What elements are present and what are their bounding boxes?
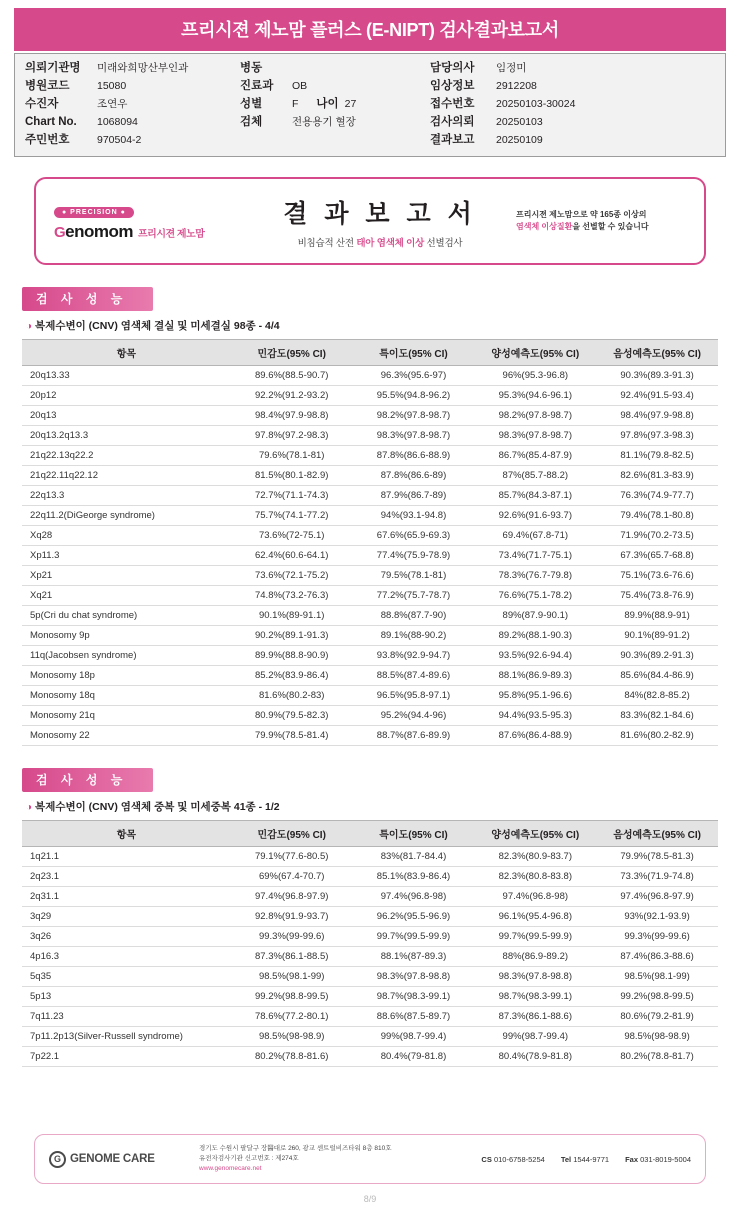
cell-value: 87.4%(86.3-88.6)	[596, 947, 718, 967]
cell-value: 96.5%(95.8-97.1)	[353, 686, 475, 706]
cell-value: 74.8%(73.2-76.3)	[231, 586, 353, 606]
cell-value: 98.2%(97.8-98.7)	[474, 406, 596, 426]
cell-value: 95.2%(94.4-96)	[353, 706, 475, 726]
cell-value: 99.7%(99.5-99.9)	[353, 927, 475, 947]
cell-value: 98.7%(98.3-99.1)	[474, 987, 596, 1007]
column-header: 특이도(95% CI)	[353, 340, 475, 366]
cell-value: 73.3%(71.9-74.8)	[596, 867, 718, 887]
cell-value: 99.3%(99-99.6)	[596, 927, 718, 947]
cell-item: 5p13	[22, 987, 231, 1007]
cell-item: Monosomy 9p	[22, 626, 231, 646]
table-row	[22, 426, 718, 446]
cell-value: 90.1%(89-91.2)	[596, 626, 718, 646]
cell-value: 88%(86.9-89.2)	[474, 947, 596, 967]
patient-info-col-1	[25, 61, 240, 148]
cell-value: 82.3%(80.8-83.8)	[474, 867, 596, 887]
cell-item: Xq21	[22, 586, 231, 606]
cell-value: 90.1%(89-91.1)	[231, 606, 353, 626]
brand-subtitle: 프리시젼 제노맘	[138, 228, 205, 240]
cell-value: 95.8%(95.1-96.6)	[474, 686, 596, 706]
footer-contact-tel-value: 1544-9771	[573, 1154, 610, 1164]
patient-info-box	[14, 53, 726, 157]
cell-value: 84%(82.8-85.2)	[596, 686, 718, 706]
footer-contacts	[481, 1155, 691, 1164]
field-value: 2912208	[496, 80, 537, 92]
section-heading: 검 사 성 능	[22, 768, 153, 792]
cell-value: 94.4%(93.5-95.3)	[474, 706, 596, 726]
field-label: 성별	[240, 98, 263, 110]
field-value: 20250103-30024	[496, 98, 576, 110]
report-note-text-2: 을 선별할 수 있습니다	[572, 222, 649, 231]
table-row	[22, 1027, 718, 1047]
cell-value: 79.6%(78.1-81)	[231, 446, 353, 466]
report-note-line-2	[516, 221, 686, 233]
field-label: 검체	[240, 116, 263, 128]
report-page	[0, 8, 740, 1216]
cell-item: 3q29	[22, 907, 231, 927]
report-subtitle-post: 선별검사	[424, 237, 463, 249]
info-row	[430, 97, 700, 112]
cell-value: 98.5%(98.1-99)	[231, 967, 353, 987]
cell-value: 95.5%(94.8-96.2)	[353, 386, 475, 406]
report-subtitle-highlight: 태아 염색체 이상	[356, 237, 425, 249]
footer-contact-fax-value: 031-8019-5004	[640, 1154, 691, 1164]
cell-value: 96%(95.3-96.8)	[474, 366, 596, 386]
footer-contact-tel	[561, 1155, 609, 1164]
cell-item: 21q22.13q22.2	[22, 446, 231, 466]
section-subtitle	[26, 318, 718, 333]
table-row	[22, 546, 718, 566]
table-row	[22, 1047, 718, 1067]
section-cnv-duplication	[22, 768, 718, 1067]
table-row	[22, 566, 718, 586]
cell-value: 97.4%(96.8-98)	[474, 887, 596, 907]
cell-value: 67.3%(65.7-68.8)	[596, 546, 718, 566]
table-row	[22, 446, 718, 466]
logo-mark-icon: G	[49, 1151, 66, 1168]
table-row	[22, 686, 718, 706]
cell-item: 5q35	[22, 967, 231, 987]
cell-value: 62.4%(60.6-64.1)	[231, 546, 353, 566]
field-value: 20250109	[496, 134, 543, 146]
table-row	[22, 726, 718, 746]
cell-value: 97.8%(97.3-98.3)	[596, 426, 718, 446]
cell-value: 75.4%(73.8-76.9)	[596, 586, 718, 606]
cell-value: 99.3%(99-99.6)	[231, 927, 353, 947]
field-label: 진료과	[240, 80, 274, 92]
cell-value: 96.1%(95.4-96.8)	[474, 907, 596, 927]
cell-value: 78.3%(76.7-79.8)	[474, 566, 596, 586]
cell-item: 22q13.3	[22, 486, 231, 506]
cell-value: 90.3%(89.3-91.3)	[596, 366, 718, 386]
report-header-card	[34, 177, 706, 265]
cell-value: 97.4%(96.8-97.9)	[596, 887, 718, 907]
cell-value: 89.9%(88.9-91)	[596, 606, 718, 626]
cell-value: 98.7%(98.3-99.1)	[353, 987, 475, 1007]
footer-url[interactable]: www.genomecare.net	[199, 1164, 262, 1172]
cell-value: 86.7%(85.4-87.9)	[474, 446, 596, 466]
cnv-duplication-table	[22, 820, 718, 1067]
cell-value: 80.2%(78.8-81.6)	[231, 1047, 353, 1067]
cell-value: 79.5%(78.1-81)	[353, 566, 475, 586]
table-row	[22, 947, 718, 967]
cell-item: 20q13	[22, 406, 231, 426]
column-header: 항목	[22, 340, 231, 366]
brand-name	[54, 222, 244, 242]
footer-address	[199, 1144, 481, 1173]
cell-item: 21q22.11q22.12	[22, 466, 231, 486]
cell-value: 97.4%(96.8-97.9)	[231, 887, 353, 907]
cell-value: 92.4%(91.5-93.4)	[596, 386, 718, 406]
report-note-brand: 프리시젼 제노맘	[516, 210, 573, 220]
info-row-sex-age	[240, 97, 430, 112]
patient-info-col-2	[240, 61, 430, 148]
field-value: OB	[292, 80, 308, 92]
report-title: 결 과 보 고 서	[283, 199, 477, 228]
cell-item: 4p16.3	[22, 947, 231, 967]
field-label: Chart No.	[25, 116, 77, 128]
cell-item: 7q11.23	[22, 1007, 231, 1027]
cell-value: 79.4%(78.1-80.8)	[596, 506, 718, 526]
field-value: 조연우	[97, 98, 128, 110]
cell-value: 88.1%(86.9-89.3)	[474, 666, 596, 686]
field-label: 병동	[240, 62, 263, 74]
cell-value: 71.9%(70.2-73.5)	[596, 526, 718, 546]
cell-item: 2q23.1	[22, 867, 231, 887]
brand-block	[54, 201, 244, 242]
cell-item: 5p(Cri du chat syndrome)	[22, 606, 231, 626]
field-label-age: 나이	[316, 98, 339, 110]
cell-item: 7p22.1	[22, 1047, 231, 1067]
column-header: 음성예측도(95% CI)	[596, 821, 718, 847]
table-row	[22, 867, 718, 887]
cell-value: 88.6%(87.5-89.7)	[353, 1007, 475, 1027]
section-heading-wrap	[22, 768, 718, 790]
field-value: 전용용기 혈장	[292, 116, 356, 128]
cell-value: 75.1%(73.6-76.6)	[596, 566, 718, 586]
cell-value: 80.4%(79-81.8)	[353, 1047, 475, 1067]
report-title-block	[244, 194, 516, 249]
cell-value: 78.6%(77.2-80.1)	[231, 1007, 353, 1027]
section-heading-wrap	[22, 287, 718, 309]
section-heading: 검 사 성 능	[22, 287, 153, 311]
cell-value: 69%(67.4-70.7)	[231, 867, 353, 887]
cell-value: 69.4%(67.8-71)	[474, 526, 596, 546]
cell-value: 90.2%(89.1-91.3)	[231, 626, 353, 646]
field-value: 15080	[97, 80, 127, 92]
cell-value: 99%(98.7-99.4)	[353, 1027, 475, 1047]
table-row	[22, 847, 718, 867]
cell-item: 22q11.2(DiGeorge syndrome)	[22, 506, 231, 526]
precision-badge: ● PRECISION ●	[54, 207, 134, 218]
cell-value: 87.8%(86.6-88.9)	[353, 446, 475, 466]
footer-contact-fax	[625, 1155, 691, 1164]
info-row	[430, 61, 700, 76]
section-subtitle	[26, 799, 718, 814]
cell-value: 75.7%(74.1-77.2)	[231, 506, 353, 526]
field-label: 임상정보	[430, 80, 475, 92]
report-subtitle-pre: 비침습적 산전	[297, 237, 357, 249]
cell-value: 97.4%(96.8-98)	[353, 887, 475, 907]
cell-item: 7p11.2p13(Silver-Russell syndrome)	[22, 1027, 231, 1047]
cell-item: 3q26	[22, 927, 231, 947]
field-label: 수진자	[25, 98, 59, 110]
info-row	[240, 61, 430, 76]
cell-item: Monosomy 22	[22, 726, 231, 746]
cell-value: 73.6%(72.1-75.2)	[231, 566, 353, 586]
table-row	[22, 646, 718, 666]
cell-item: 20q13.33	[22, 366, 231, 386]
cell-value: 81.5%(80.1-82.9)	[231, 466, 353, 486]
column-header: 항목	[22, 821, 231, 847]
table-row	[22, 366, 718, 386]
cell-value: 99.2%(98.8-99.5)	[231, 987, 353, 1007]
cnv-deletion-body	[22, 366, 718, 746]
footer-contact-cs	[481, 1155, 544, 1164]
cell-value: 72.7%(71.1-74.3)	[231, 486, 353, 506]
table-header-row	[22, 340, 718, 366]
cell-value: 89%(87.9-90.1)	[474, 606, 596, 626]
cell-value: 77.2%(75.7-78.7)	[353, 586, 475, 606]
cell-value: 88.5%(87.4-89.6)	[353, 666, 475, 686]
info-row	[240, 79, 430, 94]
cell-value: 92.6%(91.6-93.7)	[474, 506, 596, 526]
column-header: 민감도(95% CI)	[231, 340, 353, 366]
cell-value: 83.3%(82.1-84.6)	[596, 706, 718, 726]
cell-value: 79.9%(78.5-81.4)	[231, 726, 353, 746]
field-value-age: 27	[344, 98, 357, 110]
cell-value: 98.3%(97.8-98.8)	[353, 967, 475, 987]
cell-value: 85.2%(83.9-86.4)	[231, 666, 353, 686]
cell-value: 77.4%(75.9-78.9)	[353, 546, 475, 566]
field-label: 접수번호	[430, 98, 475, 110]
cell-value: 96.2%(95.5-96.9)	[353, 907, 475, 927]
cell-value: 93.8%(92.9-94.7)	[353, 646, 475, 666]
cell-value: 82.3%(80.9-83.7)	[474, 847, 596, 867]
cell-value: 87.9%(86.7-89)	[353, 486, 475, 506]
cell-value: 80.4%(78.9-81.8)	[474, 1047, 596, 1067]
table-row	[22, 907, 718, 927]
cell-item: Xp11.3	[22, 546, 231, 566]
cell-value: 97.8%(97.2-98.3)	[231, 426, 353, 446]
cell-value: 99.7%(99.5-99.9)	[474, 927, 596, 947]
footer-contact-cs-label: CS	[481, 1154, 492, 1164]
cell-value: 76.3%(74.9-77.7)	[596, 486, 718, 506]
field-value: F	[292, 98, 299, 110]
cell-value: 98.4%(97.9-98.8)	[231, 406, 353, 426]
cell-value: 76.6%(75.1-78.2)	[474, 586, 596, 606]
cell-item: Xq28	[22, 526, 231, 546]
table-row	[22, 606, 718, 626]
cell-value: 95.3%(94.6-96.1)	[474, 386, 596, 406]
cell-value: 81.1%(79.8-82.5)	[596, 446, 718, 466]
cell-item: Monosomy 18p	[22, 666, 231, 686]
section-subtitle-text: 복제수변이 (CNV) 염색체 중복 및 미세중복 41종 - 1/2	[35, 801, 280, 813]
cell-value: 90.3%(89.2-91.3)	[596, 646, 718, 666]
table-row	[22, 486, 718, 506]
field-value: 임정미	[496, 62, 527, 74]
info-row	[240, 115, 430, 130]
info-row	[25, 61, 240, 76]
field-label: 의뢰기관명	[25, 62, 81, 74]
table-row	[22, 706, 718, 726]
column-header: 특이도(95% CI)	[353, 821, 475, 847]
cell-value: 89.2%(88.1-90.3)	[474, 626, 596, 646]
column-header: 음성예측도(95% CI)	[596, 340, 718, 366]
info-row	[25, 115, 240, 130]
field-label: 주민번호	[25, 134, 70, 146]
table-row	[22, 887, 718, 907]
cell-value: 98.4%(97.9-98.8)	[596, 406, 718, 426]
page-number: 8/9	[363, 1194, 377, 1204]
cell-value: 92.8%(91.9-93.7)	[231, 907, 353, 927]
field-label: 병원코드	[25, 80, 70, 92]
cell-value: 67.6%(65.9-69.3)	[353, 526, 475, 546]
cell-item: 20p12	[22, 386, 231, 406]
cell-value: 79.1%(77.6-80.5)	[231, 847, 353, 867]
cell-value: 87.8%(86.6-89)	[353, 466, 475, 486]
cell-value: 96.3%(95.6-97)	[353, 366, 475, 386]
cell-value: 89.9%(88.8-90.9)	[231, 646, 353, 666]
footer-contact-cs-value: 010-6758-5254	[493, 1154, 545, 1164]
cell-value: 88.1%(87-89.3)	[353, 947, 475, 967]
cell-item: Monosomy 18q	[22, 686, 231, 706]
brand-initial: G	[54, 223, 66, 241]
field-value: 970504-2	[97, 134, 142, 146]
cell-value: 73.6%(72-75.1)	[231, 526, 353, 546]
field-label: 결과보고	[430, 134, 475, 146]
cell-value: 80.6%(79.2-81.9)	[596, 1007, 718, 1027]
info-row	[25, 79, 240, 94]
column-header: 양성예측도(95% CI)	[474, 821, 596, 847]
table-row	[22, 927, 718, 947]
table-row	[22, 586, 718, 606]
table-row	[22, 666, 718, 686]
cell-value: 87.3%(86.1-88.5)	[231, 947, 353, 967]
cell-value: 82.6%(81.3-83.9)	[596, 466, 718, 486]
cell-value: 98.5%(98.1-99)	[596, 967, 718, 987]
footer-contact-fax-label: Fax	[625, 1154, 639, 1164]
footer-address-line-1: 경기도 수원시 팔달구 장醫대로 260, 광교 센트럴비즈타워 8층 810호	[199, 1145, 392, 1153]
cell-value: 98.3%(97.8-98.8)	[474, 967, 596, 987]
patient-info-col-3	[430, 61, 700, 148]
brand-name-text: enomom	[65, 221, 134, 241]
table-row	[22, 466, 718, 486]
section-subtitle-text: 복제수변이 (CNV) 염색체 결실 및 미세결실 98종 - 4/4	[35, 320, 280, 332]
info-row	[430, 133, 700, 148]
info-row	[25, 133, 240, 148]
logo-text: GENOME CARE	[70, 1153, 155, 1165]
cell-value: 81.6%(80.2-83)	[231, 686, 353, 706]
cell-value: 85.1%(83.9-86.4)	[353, 867, 475, 887]
cell-value: 92.2%(91.2-93.2)	[231, 386, 353, 406]
cell-value: 87%(85.7-88.2)	[474, 466, 596, 486]
table-row	[22, 987, 718, 1007]
cell-value: 88.7%(87.6-89.9)	[353, 726, 475, 746]
cell-value: 98.5%(98-98.9)	[596, 1027, 718, 1047]
cell-value: 80.9%(79.5-82.3)	[231, 706, 353, 726]
field-label: 담당의사	[430, 62, 475, 74]
cell-value: 87.6%(86.4-88.9)	[474, 726, 596, 746]
info-row	[430, 79, 700, 94]
cell-value: 98.3%(97.8-98.7)	[353, 426, 475, 446]
table-row	[22, 386, 718, 406]
report-note	[516, 209, 686, 232]
report-note-line-1	[516, 209, 686, 221]
field-value: 미래와희망산부인과	[97, 62, 189, 74]
cell-value: 79.9%(78.5-81.3)	[596, 847, 718, 867]
column-header: 민감도(95% CI)	[231, 821, 353, 847]
table-row	[22, 526, 718, 546]
cell-value: 94%(93.1-94.8)	[353, 506, 475, 526]
table-row	[22, 626, 718, 646]
cell-value: 93%(92.1-93.9)	[596, 907, 718, 927]
report-note-highlight: 염색체 이상질환	[516, 222, 573, 231]
field-value: 20250103	[496, 116, 543, 128]
cell-value: 87.3%(86.1-88.6)	[474, 1007, 596, 1027]
table-header-row	[22, 821, 718, 847]
cell-value: 81.6%(80.2-82.9)	[596, 726, 718, 746]
bullet-icon: ◑	[26, 321, 33, 332]
bullet-icon: ◑	[26, 802, 33, 813]
section-cnv-deletion	[22, 287, 718, 746]
cell-value: 99%(98.7-99.4)	[474, 1027, 596, 1047]
table-row	[22, 406, 718, 426]
cell-value: 98.5%(98-98.9)	[231, 1027, 353, 1047]
cell-value: 98.2%(97.8-98.7)	[353, 406, 475, 426]
cell-value: 85.6%(84.4-86.9)	[596, 666, 718, 686]
table-row	[22, 506, 718, 526]
cell-item: 2q31.1	[22, 887, 231, 907]
cell-item: 1q21.1	[22, 847, 231, 867]
cell-value: 99.2%(98.8-99.5)	[596, 987, 718, 1007]
cell-item: Monosomy 21q	[22, 706, 231, 726]
genome-care-logo	[49, 1151, 199, 1168]
footer-contact-tel-label: Tel	[560, 1154, 572, 1164]
cell-value: 93.5%(92.6-94.4)	[474, 646, 596, 666]
info-row	[25, 97, 240, 112]
cell-item: Xp21	[22, 566, 231, 586]
page-title: 프리시젼 제노맘 플러스 (E-NIPT) 검사결과보고서	[14, 8, 726, 51]
footer-address-line-2: 유전자검사기관 신고번호 : 제274호	[199, 1155, 299, 1163]
cell-value: 83%(81.7-84.4)	[353, 847, 475, 867]
table-row	[22, 967, 718, 987]
footer-box	[34, 1134, 706, 1184]
cell-value: 89.6%(88.5-90.7)	[231, 366, 353, 386]
info-row	[430, 115, 700, 130]
cell-item: 20q13.2q13.3	[22, 426, 231, 446]
cnv-duplication-body	[22, 847, 718, 1067]
column-header: 양성예측도(95% CI)	[474, 340, 596, 366]
cell-value: 98.3%(97.8-98.7)	[474, 426, 596, 446]
cnv-deletion-table	[22, 339, 718, 746]
cell-value: 85.7%(84.3-87.1)	[474, 486, 596, 506]
cell-value: 73.4%(71.7-75.1)	[474, 546, 596, 566]
cell-item: 11q(Jacobsen syndrome)	[22, 646, 231, 666]
cell-value: 89.1%(88-90.2)	[353, 626, 475, 646]
field-label: 검사의뢰	[430, 116, 475, 128]
field-value: 1068094	[97, 116, 138, 128]
cell-value: 88.8%(87.7-90)	[353, 606, 475, 626]
report-subtitle	[244, 235, 516, 249]
cell-value: 80.2%(78.8-81.7)	[596, 1047, 718, 1067]
table-row	[22, 1007, 718, 1027]
report-note-text-1: 으로 약 165종 이상의	[572, 210, 647, 220]
